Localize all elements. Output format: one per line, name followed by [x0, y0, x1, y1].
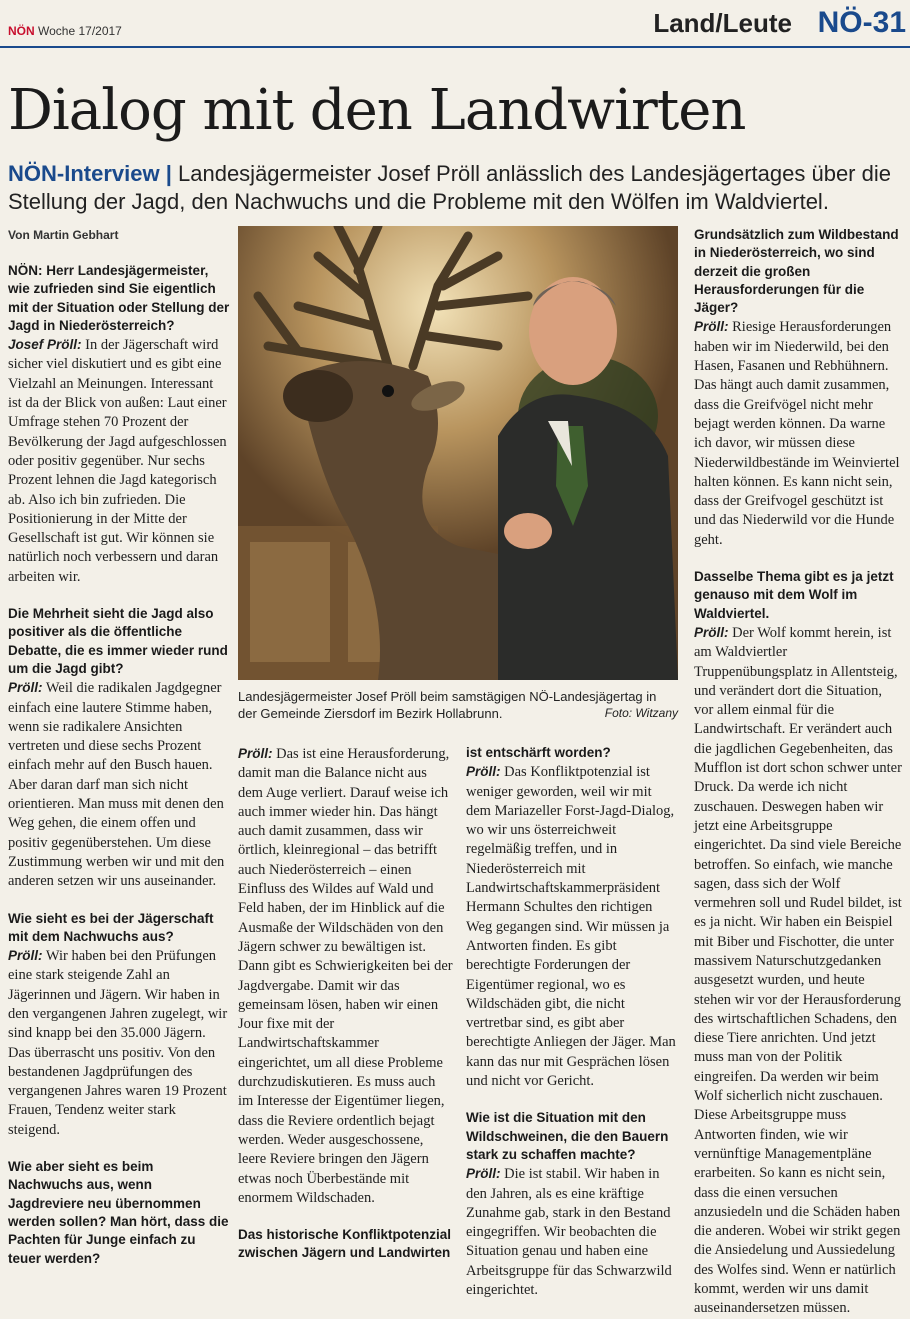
answer-3-text: Wir haben bei den Prüfungen eine stark steigende Zahl an Jägerinnen und Jägern. Wir haben in den vergangenen Jahren zugelegt, wir sind knapp bei den 35.000 Jägern. Das überrascht uns positiv. Von den bestandenen Jagdprüfungen des vergangenen Jahres waren 19 Prozent Frauen, Tendenz weiter stark steigend. [8, 948, 228, 1138]
speaker-label: Pröll: [238, 746, 273, 761]
question-3: Wie sieht es bei der Jägerschaft mit dem Nachwuchs aus? [8, 910, 214, 944]
photo-caption [238, 688, 678, 722]
question-5-end: ist entschärft worden? [466, 745, 611, 760]
photo-credit: Foto: Witzany [604, 706, 678, 720]
section-title: Land/Leute [653, 8, 792, 38]
byline: Von Martin Gebhart [8, 228, 119, 242]
answer-7 [694, 317, 902, 550]
answer-5-text: Das Konfliktpotenzial ist weniger geworden, weil wir mit dem Mariazeller Forst-Jagd-Dialog, wo wir uns österreichweit regelmäßig treffen, und in Niederösterreich mit Landwirtschaftskammerpräsident Hermann Schultes den richtigen Weg gegangen sind. Wir müssen ja Antworten finden. Es gibt berechtigte Forderungen der Eigentümer regional, wo es Wildschäden gibt, die nicht vertretbar sind, es gibt aber berechtigte Anliegen der Jäger. Man kann das nur mit Gesprächen lösen und nicht vor Gericht. [466, 764, 676, 1090]
question-4: Wie aber sieht es beim Nachwuchs aus, wenn Jagdreviere neu übernommen werden sollen? Man hört, dass die Pachten für Junge einfach zu teuer werden? [8, 1159, 229, 1266]
speaker-label: Pröll: [466, 1166, 501, 1182]
column-4 [694, 226, 902, 1319]
speaker-label: Pröll: [694, 319, 729, 335]
column-1 [8, 262, 230, 1268]
photo-illustration [238, 226, 678, 680]
header-rule [0, 46, 910, 48]
page-number: NÖ-31 [817, 6, 906, 39]
answer-1 [8, 335, 230, 587]
issue-week: Woche 17/2017 [38, 24, 122, 38]
caption-text: Landesjägermeister Josef Pröll beim samstägigen NÖ-Landesjägertag in der Gemeinde Ziersdorf im Bezirk Hollabrunn. [238, 689, 657, 721]
question-5: Das historische Konfliktpotenzial zwischen Jägern und Landwirten [238, 1227, 452, 1261]
answer-5 [466, 762, 678, 1091]
dek [8, 160, 903, 216]
answer-8-text: Der Wolf kommt herein, ist am Waldviertler Truppenübungsplatz in Allentsteig, und verändert dort die Situation, vor allem einmal für die Landwirtschaft. Er verändert auch die jagdlichen Gegebenheiten, das Mufflon ist dort schon schwer unter Druck. Da werde ich nicht zuschauen. Deswegen haben wir jetzt eine Arbeitsgruppe eingerichtet. Da sind viele Bereiche betroffen. So einfach, wie manche sagen, dass sich der Wolf vermehren soll und Rudel bildet, ist es ja nicht. Wir haben ein Beispiel mit Biber und Fischotter, die unter massivem Naturschutzgedanken ausgesetzt wurden, und heute stehen wir vor der Herausforderung des wirtschaftlichen Schadens, den diese Tiere anrichten. Und jetzt muss man von der Politik eingreifen. Da werden wir beim Wolf sicherlich nicht zuschauen. Diese Arbeitsgruppe muss Antworten finden, wie wir vernünftige Managementpläne erarbeiten. So kann es nicht sein, dass die einen versuchen anzusiedeln und die Schäden haben die anderen. Wobei wir strikt gegen die Ansiedelung und Aussiedelung des Wolfes sind. Wenn er natürlich kommt, werden wir uns damit auseinandersetzen müssen. [694, 624, 902, 1317]
brand-logo: NÖN [8, 24, 35, 38]
question-6: Wie ist die Situation mit den Wildschweinen, die den Bauern stark zu schaffen machte? [466, 1110, 669, 1162]
answer-2 [8, 678, 230, 891]
column-2 [238, 744, 454, 1263]
dek-text: Landesjägermeister Josef Pröll anlässlich des Landesjägertages über die Stellung der Jagd, den Nachwuchs und die Probleme mit den Wölfen im Waldviertel. [8, 161, 891, 214]
answer-6-text: Die ist stabil. Wir haben in den Jahren, als es eine kräftige Zunahme gab, stark in den Bestand eingegriffen. Wir beobachten die Situation genau und haben eine Arbeitsgruppe für das Schwarzwild eingerichtet. [466, 1166, 672, 1299]
answer-4 [238, 744, 454, 1208]
answer-8 [694, 623, 902, 1319]
speaker-label: Pröll: [8, 680, 43, 696]
question-2: Die Mehrheit sieht die Jagd also positiver als die öffentliche Debatte, die es immer wieder rund um die Jagd gibt? [8, 606, 228, 676]
article-photo [238, 226, 678, 680]
answer-7-text: Riesige Herausforderungen haben wir im Niederwild, bei den Hasen, Fasanen und Rebhühnern. Das hängt auch damit zusammen, dass die Greifvögel nicht mehr bejagt werden können. Da warne ich davor, wir müssen diese Niederwildbestände im Weinviertel halten können. Es kann nicht sein, dass der Greifvogel geschützt ist und das Niederwild vor die Hunde geht. [694, 319, 900, 548]
answer-4-text: Das ist eine Herausforderung, damit man die Balance nicht aus dem Auge verliert. Darauf weise ich auch immer wieder hin. Das hängt auch damit zusammen, dass wir örtlich, kleinregional – das betrifft auch Niederösterreich – einen Einfluss des Wildes auf Wald und Feld haben, der im Hinblick auf die Ausmaße der Wildschäden von den Jägern schwer zu bewältigen ist. Dann gibt es Schwierigkeiten bei der Jagdvergabe. Damit wir das gemeinsam lösen, haben wir einen Jour fixe mit der Landwirtschaftskammer eingerichtet, um all diese Probleme durchzudiskutieren. Es muss auch im Interesse der Eigentümer liegen, dass die Reviere ordentlich bejagt werden. Weder ausgeschossene, leere Reviere bringen den Jägern etwas noch Überbestände mit enormem Wildschaden. [238, 746, 453, 1206]
dek-separator: | [165, 161, 172, 186]
answer-3 [8, 946, 230, 1140]
question-7: Grundsätzlich zum Wildbestand in Niederösterreich, wo sind derzeit die großen Herausforderungen für die Jäger? [694, 227, 899, 316]
question-1: NÖN: Herr Landesjägermeister, wie zufrieden sind Sie eigentlich mit der Situation oder Stellung der Jagd in Niederösterreich? [8, 263, 230, 333]
question-8: Dasselbe Thema gibt es ja jetzt genauso mit dem Wolf im Waldviertel. [694, 569, 894, 621]
speaker-label: Pröll: [8, 948, 43, 964]
answer-2-text: Weil die radikalen Jagdgegner einfach eine lautere Stimme haben, wenn sie radikalere Ansichten vertreten und diese sechs Prozent einfach mehr auf den Busch hauen. Aber daran darf man sich nicht orientieren. Man muss mit denen den Weg gehen, die einem offen und positiv gegenüberstehen. Um diese Zustimmung werben wir und mit den anderen setzen wir uns auseinander. [8, 680, 225, 890]
dek-kicker: NÖN-Interview [8, 161, 160, 186]
headline: Dialog mit den Landwirten [8, 78, 746, 143]
column-3 [466, 744, 678, 1300]
answer-6 [466, 1164, 678, 1300]
answer-1-text: In der Jägerschaft wird sicher viel diskutiert und es gibt eine Vielzahl an Meinungen. Interessant ist da der Blick von außen: Laut einer Umfrage stehen 70 Prozent der Bevölkerung der Jagd aufgeschlossen oder positiv gegenüber. Nur sechs Prozent lehnen die Jagd kategorisch ab. Also ich bin zufrieden. Die Positionierung in der Mitte der Gesellschaft ist gut. Wir können sie natürlich noch verbessern und daran arbeiten wir. [8, 337, 227, 585]
speaker-label: Pröll: [466, 764, 501, 780]
speaker-label: Pröll: [694, 624, 729, 640]
page-header [0, 0, 910, 48]
speaker-label: Josef Pröll: [8, 337, 82, 353]
